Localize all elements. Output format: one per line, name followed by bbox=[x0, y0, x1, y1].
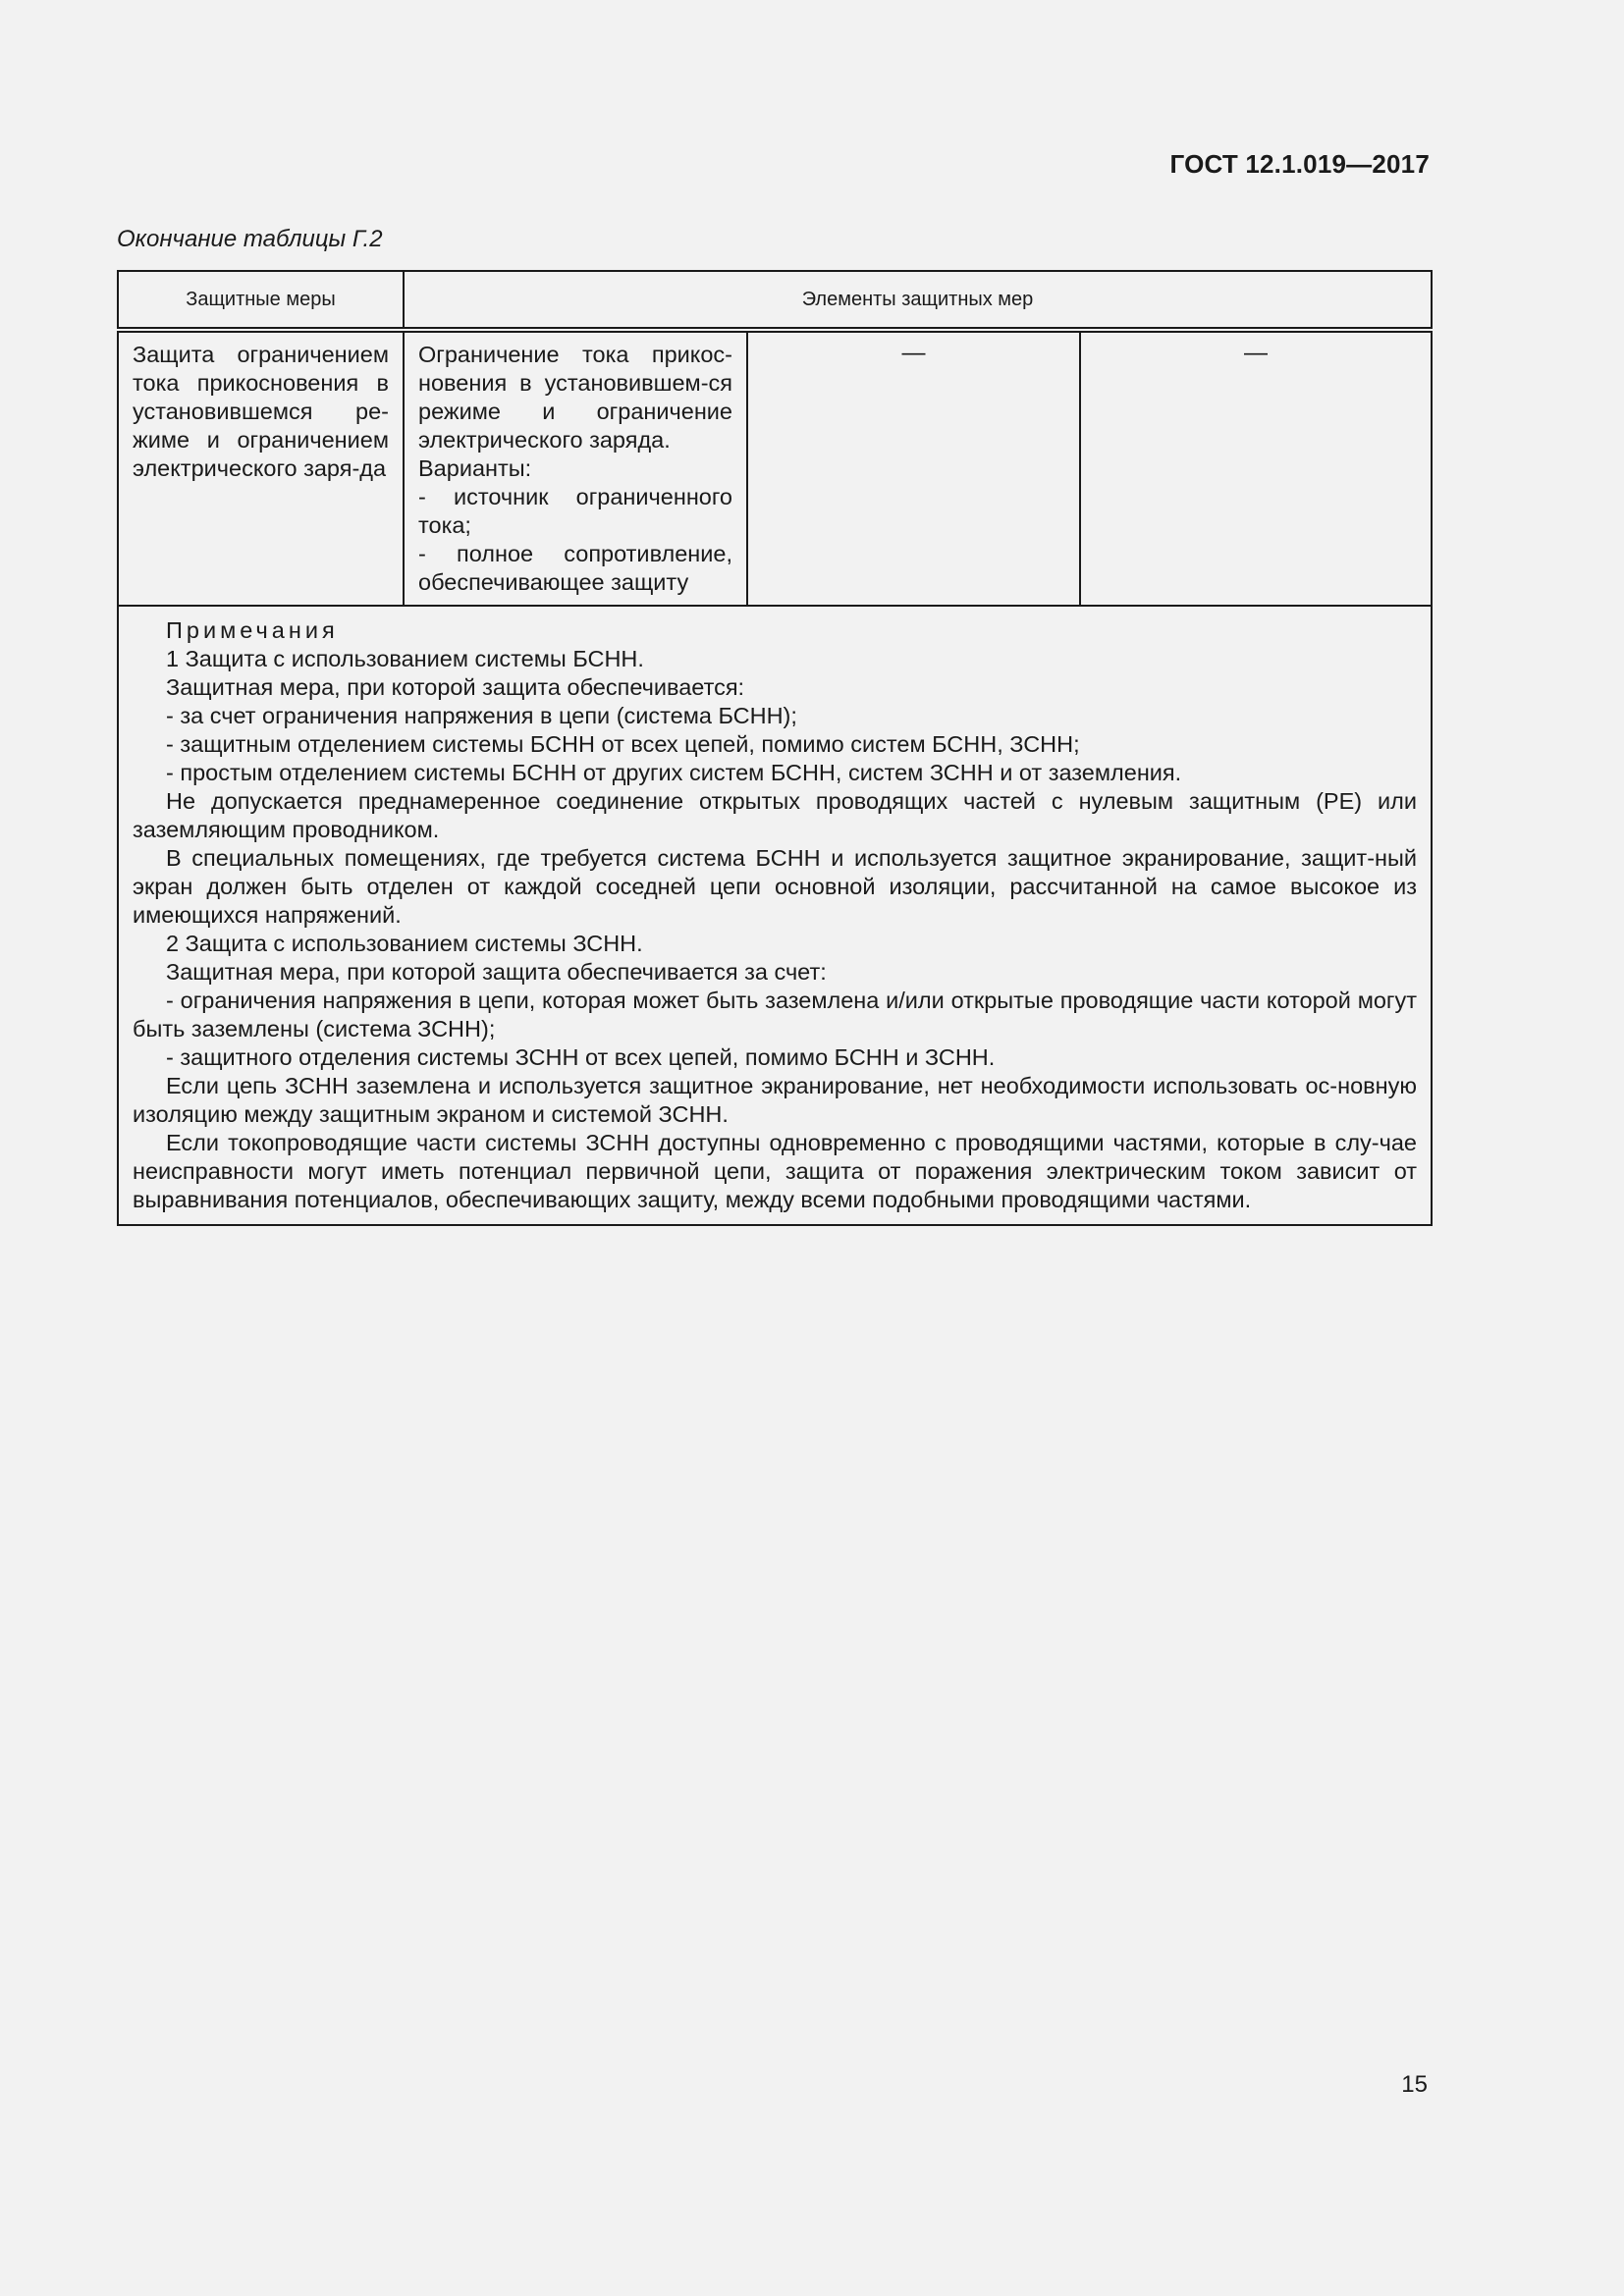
empty-dash-cell bbox=[1080, 330, 1432, 606]
note-list-item: - за счет ограничения напряжения в цепи (система БСНН); bbox=[166, 703, 797, 728]
note-list-item: - ограничения напряжения в цепи, которая может быть заземлена и/или открытые проводящие части которой могут быть заземлены (система ЗСНН); bbox=[133, 988, 1418, 1041]
table-header-row bbox=[118, 271, 1432, 330]
note-paragraph: 1 Защита с использованием системы БСНН. bbox=[166, 646, 644, 671]
element-line: Варианты: bbox=[418, 455, 532, 481]
document-id: ГОСТ 12.1.019—2017 bbox=[1169, 149, 1430, 179]
note-paragraph: 2 Защита с использованием системы ЗСНН. bbox=[166, 931, 643, 956]
note-paragraph: Если цепь ЗСНН заземлена и используется защитное экранирование, нет необходимости использовать ос-новную изоляцию между защитным экраном и системой ЗСНН. bbox=[133, 1073, 1418, 1127]
element-line: - источник ограниченного тока; bbox=[418, 484, 732, 538]
empty-dash-cell bbox=[747, 330, 1080, 606]
notes-row bbox=[118, 606, 1432, 1225]
note-list-item: - простым отделением системы БСНН от других систем БСНН, систем ЗСНН и от заземления. bbox=[166, 760, 1182, 785]
measure-cell: Защита ограничением тока прикосновения в установившемся ре-жиме и ограничением электрического заря-да bbox=[118, 330, 404, 606]
measures-table bbox=[117, 270, 1433, 1226]
table-row bbox=[118, 330, 1432, 606]
note-paragraph: Не допускается преднамеренное соединение открытых проводящих частей с нулевым защитным (PE) или заземляющим проводником. bbox=[133, 788, 1418, 842]
note-paragraph: Защитная мера, при которой защита обеспечивается за счет: bbox=[166, 959, 827, 985]
notes-title: Примечания bbox=[166, 617, 339, 643]
notes-cell bbox=[118, 606, 1432, 1225]
header-measure-elements: Элементы защитных мер bbox=[404, 271, 1432, 330]
page-number: 15 bbox=[1401, 2071, 1428, 2098]
element-line: - полное сопротивление, обеспечивающее защиту bbox=[418, 541, 732, 595]
element-line: Ограничение тока прикос-новения в установившем-ся режиме и ограничение электрического заряда. bbox=[418, 342, 732, 453]
note-paragraph: Если токопроводящие части системы ЗСНН доступны одновременно с проводящими частями, которые в слу-чае неисправности могут иметь потенциал первичной цепи, защита от поражения электрическим током зависит от выравнивания потенциалов, обеспечивающих защиту, между всеми подобными проводящими частями. bbox=[133, 1130, 1418, 1212]
note-list-item: - защитного отделения системы ЗСНН от всех цепей, помимо БСНН и ЗСНН. bbox=[166, 1044, 996, 1070]
note-paragraph: Защитная мера, при которой защита обеспечивается: bbox=[166, 674, 745, 700]
header-protective-measures: Защитные меры bbox=[118, 271, 404, 330]
table-caption: Окончание таблицы Г.2 bbox=[117, 226, 383, 252]
note-list-item: - защитным отделением системы БСНН от всех цепей, помимо систем БСНН, ЗСНН; bbox=[166, 731, 1080, 757]
element-cell bbox=[404, 330, 747, 606]
dash: — bbox=[1244, 340, 1268, 366]
note-paragraph: В специальных помещениях, где требуется система БСНН и используется защитное экранирование, защит-ный экран должен быть отделен от каждой соседней цепи основной изоляции, рассчитанной на самое высокое из имеющихся напряжений. bbox=[133, 845, 1418, 928]
dash: — bbox=[901, 340, 926, 366]
